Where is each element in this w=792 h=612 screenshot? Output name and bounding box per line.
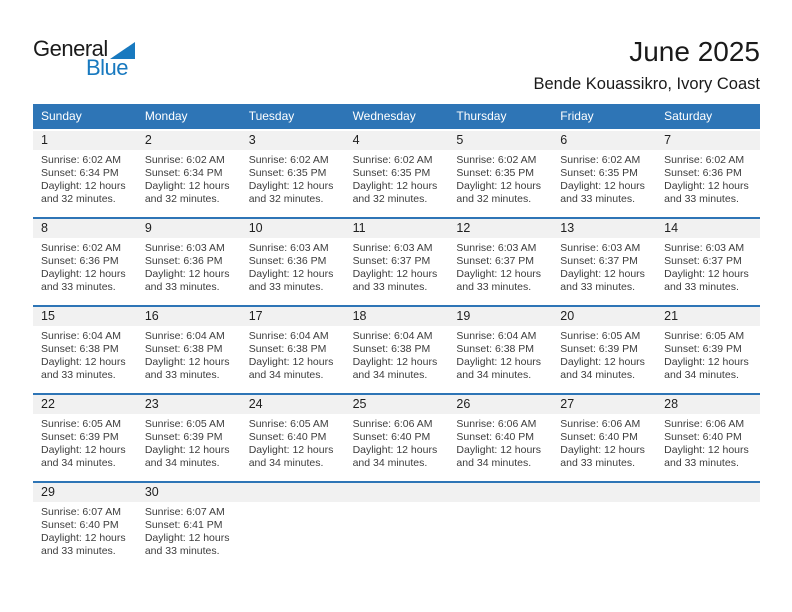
day-number: [345, 483, 449, 502]
sunset-text: Sunset: 6:40 PM: [456, 430, 535, 443]
daylight-text-line1: Daylight: 12 hours: [41, 443, 126, 456]
day-cell-6: [552, 131, 656, 217]
day-cell-13: [552, 219, 656, 305]
day-details: [241, 150, 345, 206]
sunset-text: Sunset: 6:40 PM: [248, 430, 327, 443]
daylight-text-line1: Daylight: 12 hours: [41, 531, 126, 544]
day-details: [241, 238, 345, 294]
day-number: 3: [241, 131, 345, 150]
day-number: 15: [33, 307, 137, 326]
location-subtitle: Bende Kouassikro, Ivory Coast: [533, 75, 760, 93]
daylight-text-line2: and 33 minutes.: [41, 368, 116, 381]
daylight-text-line2: and 33 minutes.: [456, 280, 532, 293]
daylight-text-line2: and 33 minutes.: [560, 280, 635, 293]
weekday-header-sunday: Sunday: [41, 109, 82, 123]
daylight-text-line1: Daylight: 12 hours: [248, 355, 334, 368]
weekday-header-wednesday: Wednesday: [352, 109, 416, 123]
sunrise-text: Sunrise: 6:06 AM: [456, 418, 537, 430]
day-cell-27: [552, 395, 656, 481]
day-cell-empty: [241, 483, 345, 569]
day-number: 6: [552, 131, 656, 150]
daylight-text-line1: Daylight: 12 hours: [144, 267, 230, 280]
day-number: 12: [448, 219, 552, 238]
day-cell-23: [137, 395, 241, 481]
sunset-text: Sunset: 6:37 PM: [352, 254, 431, 267]
sunset-text: Sunset: 6:35 PM: [456, 166, 535, 179]
sunrise-text: Sunrise: 6:03 AM: [560, 242, 641, 254]
day-number: 24: [241, 395, 345, 414]
day-cell-empty: [448, 483, 552, 569]
sunrise-text: Sunrise: 6:06 AM: [560, 418, 641, 430]
day-details: [345, 502, 449, 506]
day-cell-11: [345, 219, 449, 305]
daylight-text-line2: and 34 minutes.: [248, 368, 324, 381]
day-number: 26: [448, 395, 552, 414]
sunset-text: Sunset: 6:35 PM: [248, 166, 327, 179]
day-number: 25: [345, 395, 449, 414]
sunset-text: Sunset: 6:38 PM: [352, 342, 431, 355]
day-number: 10: [241, 219, 345, 238]
day-details: [448, 414, 552, 470]
day-details: [552, 326, 656, 382]
day-number: 20: [552, 307, 656, 326]
day-number: 23: [137, 395, 241, 414]
day-details: [656, 150, 760, 206]
weekday-header-thursday: Thursday: [456, 109, 507, 123]
week-row-4: [33, 393, 760, 481]
sunrise-text: Sunrise: 6:04 AM: [352, 330, 433, 342]
sunset-text: Sunset: 6:38 PM: [144, 342, 223, 355]
daylight-text-line1: Daylight: 12 hours: [456, 267, 542, 280]
sunset-text: Sunset: 6:34 PM: [144, 166, 223, 179]
day-cell-9: [137, 219, 241, 305]
day-cell-16: [137, 307, 241, 393]
weekday-header-friday: Friday: [560, 109, 594, 123]
daylight-text-line1: Daylight: 12 hours: [248, 443, 334, 456]
day-details: [33, 326, 137, 382]
general-blue-logo: [33, 38, 135, 79]
day-cell-empty: [345, 483, 449, 569]
logo-text-general: General: [33, 36, 108, 61]
day-number: 16: [137, 307, 241, 326]
sunrise-text: Sunrise: 6:02 AM: [456, 154, 537, 166]
day-details: [448, 326, 552, 382]
sunrise-text: Sunrise: 6:03 AM: [664, 242, 745, 254]
day-cell-17: [241, 307, 345, 393]
day-cell-22: [33, 395, 137, 481]
daylight-text-line1: Daylight: 12 hours: [144, 443, 230, 456]
sunset-text: Sunset: 6:41 PM: [144, 518, 223, 531]
sunrise-text: Sunrise: 6:05 AM: [248, 418, 329, 430]
day-details: [33, 414, 137, 470]
page-header: [0, 0, 792, 104]
sunrise-text: Sunrise: 6:04 AM: [41, 330, 121, 342]
sunset-text: Sunset: 6:37 PM: [560, 254, 638, 267]
sunrise-text: Sunrise: 6:05 AM: [41, 418, 121, 430]
day-details: [448, 502, 552, 506]
sunset-text: Sunset: 6:36 PM: [144, 254, 223, 267]
day-cell-26: [448, 395, 552, 481]
sunrise-text: Sunrise: 6:07 AM: [144, 506, 225, 518]
week-row-1: [33, 131, 760, 217]
weekday-header-saturday: Saturday: [664, 109, 713, 123]
week-row-5: [33, 481, 760, 569]
day-cell-29: [33, 483, 137, 569]
daylight-text-line1: Daylight: 12 hours: [456, 443, 542, 456]
day-details: [33, 150, 137, 206]
daylight-text-line1: Daylight: 12 hours: [456, 179, 542, 192]
day-details: [137, 326, 241, 382]
daylight-text-line2: and 33 minutes.: [41, 544, 116, 557]
sunrise-text: Sunrise: 6:03 AM: [144, 242, 225, 254]
day-number: 8: [33, 219, 137, 238]
daylight-text-line2: and 33 minutes.: [664, 192, 739, 205]
sunset-text: Sunset: 6:37 PM: [664, 254, 742, 267]
sunset-text: Sunset: 6:38 PM: [456, 342, 535, 355]
sunrise-text: Sunrise: 6:03 AM: [352, 242, 433, 254]
sunrise-text: Sunrise: 6:05 AM: [664, 330, 745, 342]
weekday-header-tuesday: Tuesday: [248, 109, 295, 123]
daylight-text-line2: and 33 minutes.: [560, 192, 635, 205]
daylight-text-line1: Daylight: 12 hours: [664, 443, 749, 456]
sunrise-text: Sunrise: 6:06 AM: [664, 418, 745, 430]
day-details: [656, 502, 760, 506]
daylight-text-line1: Daylight: 12 hours: [352, 267, 438, 280]
day-cell-25: [345, 395, 449, 481]
day-details: [345, 414, 449, 470]
day-details: [241, 326, 345, 382]
day-details: [137, 502, 241, 558]
sunset-text: Sunset: 6:39 PM: [560, 342, 638, 355]
daylight-text-line2: and 32 minutes.: [352, 192, 428, 205]
day-cell-19: [448, 307, 552, 393]
day-cell-7: [656, 131, 760, 217]
day-details: [33, 238, 137, 294]
day-details: [345, 238, 449, 294]
daylight-text-line1: Daylight: 12 hours: [664, 267, 749, 280]
daylight-text-line1: Daylight: 12 hours: [456, 355, 542, 368]
day-cell-1: [33, 131, 137, 217]
day-number: [448, 483, 552, 502]
daylight-text-line1: Daylight: 12 hours: [248, 267, 334, 280]
day-number: [656, 483, 760, 502]
sunrise-text: Sunrise: 6:04 AM: [144, 330, 225, 342]
sunset-text: Sunset: 6:38 PM: [248, 342, 327, 355]
daylight-text-line1: Daylight: 12 hours: [41, 179, 126, 192]
day-cell-28: [656, 395, 760, 481]
day-cell-5: [448, 131, 552, 217]
day-cell-8: [33, 219, 137, 305]
day-number: 19: [448, 307, 552, 326]
sunrise-text: Sunrise: 6:07 AM: [41, 506, 121, 518]
weekday-header-monday: Monday: [144, 109, 188, 123]
sunset-text: Sunset: 6:36 PM: [41, 254, 119, 267]
day-number: 4: [345, 131, 449, 150]
daylight-text-line1: Daylight: 12 hours: [560, 443, 645, 456]
day-cell-4: [345, 131, 449, 217]
day-number: 17: [241, 307, 345, 326]
day-number: 13: [552, 219, 656, 238]
day-number: 2: [137, 131, 241, 150]
day-number: 30: [137, 483, 241, 502]
sunset-text: Sunset: 6:40 PM: [560, 430, 638, 443]
day-number: 7: [656, 131, 760, 150]
sunset-text: Sunset: 6:39 PM: [144, 430, 223, 443]
day-details: [656, 414, 760, 470]
daylight-text-line2: and 33 minutes.: [664, 280, 739, 293]
sunset-text: Sunset: 6:40 PM: [41, 518, 119, 531]
day-cell-12: [448, 219, 552, 305]
sunrise-text: Sunrise: 6:03 AM: [456, 242, 537, 254]
logo-text-blue: Blue: [86, 55, 129, 80]
sunrise-text: Sunrise: 6:05 AM: [144, 418, 225, 430]
daylight-text-line2: and 32 minutes.: [456, 192, 532, 205]
sunrise-text: Sunrise: 6:04 AM: [248, 330, 329, 342]
week-row-3: [33, 305, 760, 393]
daylight-text-line2: and 34 minutes.: [456, 456, 532, 469]
day-details: [552, 414, 656, 470]
sunset-text: Sunset: 6:36 PM: [248, 254, 327, 267]
daylight-text-line2: and 33 minutes.: [41, 280, 116, 293]
daylight-text-line1: Daylight: 12 hours: [144, 179, 230, 192]
day-details: [656, 238, 760, 294]
title-block: [533, 36, 760, 94]
daylight-text-line1: Daylight: 12 hours: [352, 355, 438, 368]
day-cell-10: [241, 219, 345, 305]
day-details: [33, 502, 137, 558]
day-cell-empty: [552, 483, 656, 569]
sunrise-text: Sunrise: 6:02 AM: [560, 154, 641, 166]
daylight-text-line1: Daylight: 12 hours: [560, 355, 645, 368]
sunset-text: Sunset: 6:40 PM: [352, 430, 431, 443]
daylight-text-line2: and 33 minutes.: [664, 456, 739, 469]
day-number: 28: [656, 395, 760, 414]
sunrise-text: Sunrise: 6:02 AM: [664, 154, 745, 166]
day-details: [345, 150, 449, 206]
daylight-text-line2: and 32 minutes.: [248, 192, 324, 205]
daylight-text-line1: Daylight: 12 hours: [144, 355, 230, 368]
day-cell-empty: [656, 483, 760, 569]
sunset-text: Sunset: 6:35 PM: [560, 166, 638, 179]
day-cell-24: [241, 395, 345, 481]
daylight-text-line1: Daylight: 12 hours: [144, 531, 230, 544]
day-number: 18: [345, 307, 449, 326]
sunset-text: Sunset: 6:40 PM: [664, 430, 742, 443]
day-cell-15: [33, 307, 137, 393]
day-cell-21: [656, 307, 760, 393]
month-title: June 2025: [629, 36, 760, 67]
sunrise-text: Sunrise: 6:03 AM: [248, 242, 329, 254]
day-number: 11: [345, 219, 449, 238]
day-details: [552, 238, 656, 294]
day-cell-14: [656, 219, 760, 305]
sunrise-text: Sunrise: 6:05 AM: [560, 330, 641, 342]
daylight-text-line2: and 34 minutes.: [560, 368, 635, 381]
day-details: [552, 502, 656, 506]
sunset-text: Sunset: 6:39 PM: [664, 342, 742, 355]
daylight-text-line2: and 33 minutes.: [352, 280, 428, 293]
daylight-text-line2: and 33 minutes.: [144, 280, 220, 293]
weekday-header-row: [33, 104, 760, 129]
day-number: 27: [552, 395, 656, 414]
day-cell-18: [345, 307, 449, 393]
daylight-text-line2: and 33 minutes.: [144, 368, 220, 381]
daylight-text-line1: Daylight: 12 hours: [352, 443, 438, 456]
day-details: [552, 150, 656, 206]
day-number: 5: [448, 131, 552, 150]
daylight-text-line1: Daylight: 12 hours: [560, 179, 645, 192]
daylight-text-line2: and 33 minutes.: [144, 544, 220, 557]
daylight-text-line2: and 34 minutes.: [144, 456, 220, 469]
daylight-text-line2: and 32 minutes.: [41, 192, 116, 205]
calendar-table: [33, 104, 760, 569]
day-number: [241, 483, 345, 502]
daylight-text-line2: and 34 minutes.: [352, 368, 428, 381]
sunrise-text: Sunrise: 6:02 AM: [41, 154, 121, 166]
sunrise-text: Sunrise: 6:02 AM: [144, 154, 225, 166]
day-number: 1: [33, 131, 137, 150]
day-details: [345, 326, 449, 382]
daylight-text-line2: and 33 minutes.: [560, 456, 635, 469]
day-details: [137, 414, 241, 470]
weeks-container: [33, 131, 760, 569]
daylight-text-line1: Daylight: 12 hours: [41, 267, 126, 280]
day-number: [552, 483, 656, 502]
day-cell-30: [137, 483, 241, 569]
day-details: [241, 502, 345, 506]
daylight-text-line2: and 32 minutes.: [144, 192, 220, 205]
day-details: [137, 238, 241, 294]
day-number: 22: [33, 395, 137, 414]
daylight-text-line1: Daylight: 12 hours: [560, 267, 645, 280]
sunrise-text: Sunrise: 6:02 AM: [352, 154, 433, 166]
sunset-text: Sunset: 6:39 PM: [41, 430, 119, 443]
sunset-text: Sunset: 6:34 PM: [41, 166, 119, 179]
daylight-text-line2: and 34 minutes.: [41, 456, 116, 469]
sunset-text: Sunset: 6:38 PM: [41, 342, 119, 355]
daylight-text-line2: and 34 minutes.: [664, 368, 739, 381]
daylight-text-line1: Daylight: 12 hours: [352, 179, 438, 192]
sunset-text: Sunset: 6:36 PM: [664, 166, 742, 179]
daylight-text-line2: and 34 minutes.: [352, 456, 428, 469]
daylight-text-line1: Daylight: 12 hours: [248, 179, 334, 192]
day-number: 9: [137, 219, 241, 238]
sunrise-text: Sunrise: 6:02 AM: [248, 154, 329, 166]
day-details: [448, 238, 552, 294]
sunset-text: Sunset: 6:35 PM: [352, 166, 431, 179]
day-details: [241, 414, 345, 470]
daylight-text-line2: and 33 minutes.: [248, 280, 324, 293]
day-cell-3: [241, 131, 345, 217]
week-row-2: [33, 217, 760, 305]
day-details: [448, 150, 552, 206]
sunset-text: Sunset: 6:37 PM: [456, 254, 535, 267]
daylight-text-line1: Daylight: 12 hours: [664, 179, 749, 192]
day-number: 21: [656, 307, 760, 326]
day-number: 29: [33, 483, 137, 502]
day-details: [137, 150, 241, 206]
daylight-text-line1: Daylight: 12 hours: [41, 355, 126, 368]
daylight-text-line2: and 34 minutes.: [456, 368, 532, 381]
day-cell-20: [552, 307, 656, 393]
day-details: [656, 326, 760, 382]
sunrise-text: Sunrise: 6:02 AM: [41, 242, 121, 254]
daylight-text-line2: and 34 minutes.: [248, 456, 324, 469]
day-cell-2: [137, 131, 241, 217]
daylight-text-line1: Daylight: 12 hours: [664, 355, 749, 368]
sunrise-text: Sunrise: 6:04 AM: [456, 330, 537, 342]
sunrise-text: Sunrise: 6:06 AM: [352, 418, 433, 430]
day-number: 14: [656, 219, 760, 238]
